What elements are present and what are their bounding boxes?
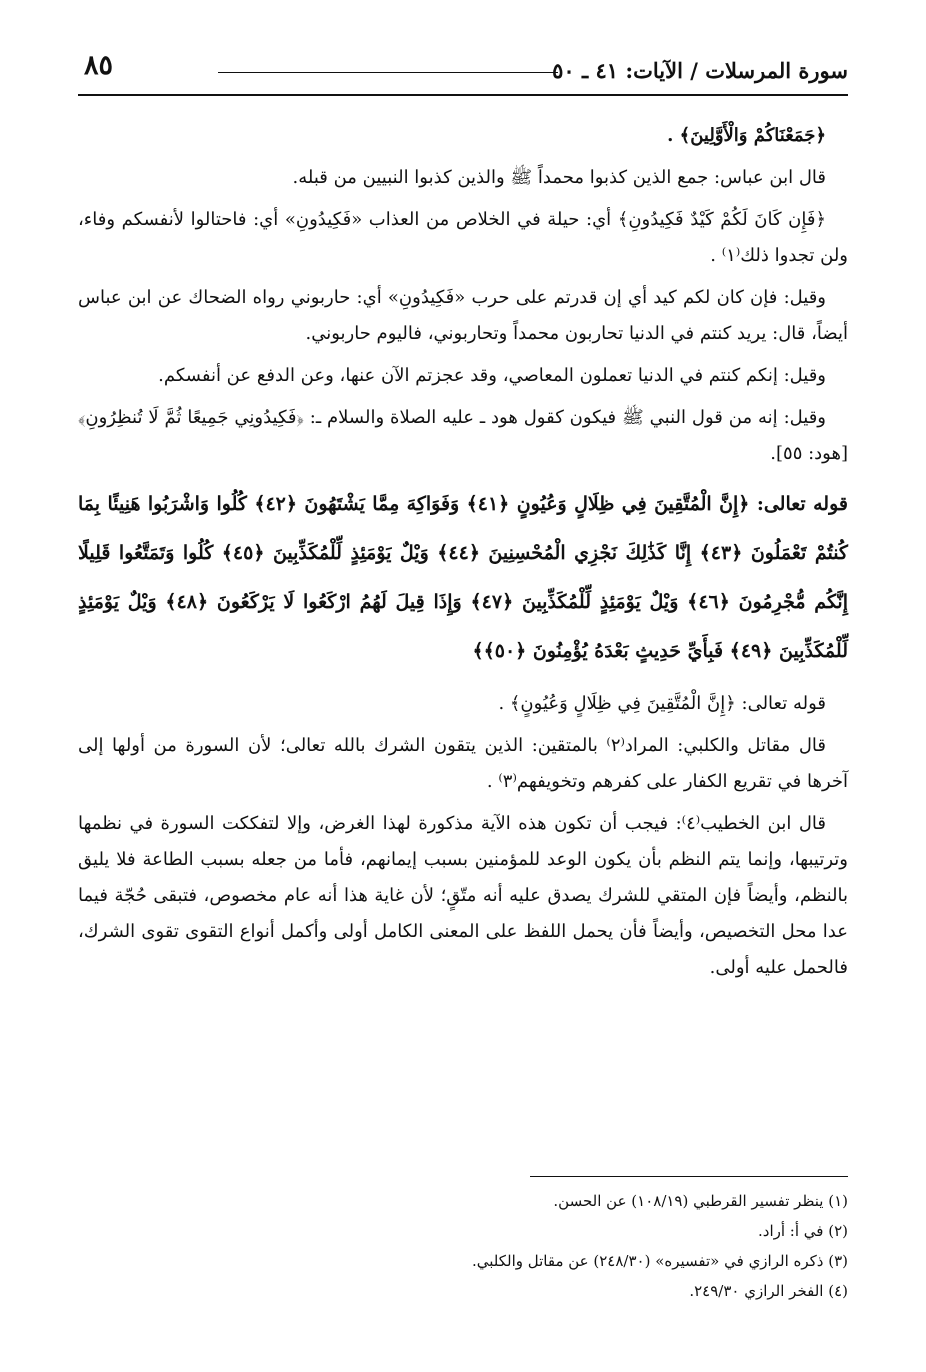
quran-fragment: ﴿جَمَعْنَاكُمْ وَالْأَوَّلِينَ﴾ .: [667, 125, 826, 146]
paragraph: قال مقاتل والكلبي: المراد⁽٢⁾ بالمتقين: الذين يتقون الشرك بالله تعالى؛ لأن السورة من أولها إلى آخرها في تقريع الكفار على كفرهم وتخويفهم⁽٣⁾ .: [78, 735, 848, 792]
paragraph: قال ابن عباس: جمع الذين كذبوا محمداً ﷺ والذين كذبوا النبيين من قبله.: [292, 167, 826, 188]
main-text: [78, 118, 848, 992]
footnote: (٢) في أ: أراد.: [758, 1222, 848, 1240]
footnote: (١) ينظر تفسير القرطبي (١٠٨/١٩) عن الحسن.: [553, 1192, 848, 1210]
page-header: [78, 38, 848, 96]
quran-verses-block: قوله تعالى: ﴿إِنَّ الْمُتَّقِينَ فِي ظِلَالٍ وَعُيُونٍ ﴿٤١﴾ وَفَوَاكِهَ مِمَّا يَشْتَهُونَ ﴿٤٢﴾ كُلُوا وَاشْرَبُوا هَنِيئًا بِمَا كُنتُمْ تَعْمَلُونَ ﴿٤٣﴾ إِنَّا كَذَٰلِكَ نَجْزِي الْمُحْسِنِينَ ﴿٤٤﴾ وَيْلٌ يَوْمَئِذٍ لِّلْمُكَذِّبِينَ ﴿٤٥﴾ كُلُوا وَتَمَتَّعُوا قَلِيلًا إِنَّكُم مُّجْرِمُونَ ﴿٤٦﴾ وَيْلٌ يَوْمَئِذٍ لِّلْمُكَذِّبِينَ ﴿٤٧﴾ وَإِذَا قِيلَ لَهُمُ ارْكَعُوا لَا يَرْكَعُونَ ﴿٤٨﴾ وَيْلٌ يَوْمَئِذٍ لِّلْمُكَذِّبِينَ ﴿٤٩﴾ فَبِأَيِّ حَدِيثٍ بَعْدَهُ يُؤْمِنُونَ ﴿٥٠﴾﴾: [78, 493, 849, 662]
paragraph: قوله تعالى: ﴿إِنَّ الْمُتَّقِينَ فِي ظِلَالٍ وَعُيُونٍ﴾ .: [498, 693, 826, 714]
footnote: (٣) ذكره الرازي في «تفسيره» (٢٤٨/٣٠) عن مقاتل والكلبي.: [471, 1252, 848, 1270]
page-number: ٨٥: [84, 50, 114, 81]
footnote-separator: [530, 1176, 848, 1177]
footnotes: [78, 1186, 848, 1306]
paragraph: قال ابن الخطيب⁽٤⁾: فيجب أن تكون هذه الآية مذكورة لهذا الغرض، وإلا لتفككت السورة في نظمها وترتيبها، وإنما يتم النظم بأن يكون الوعد للمؤمنين بسبب إيمانهم، فأما من جعله بسبب الطاعة فلا يليق بالنظم، وأيضاً فإن المتقي للشرك يصدق عليه أنه متّقٍ؛ لأن غاية هذا أنه عام مخصوص، فتبقى حُجّة فيما عدا محل التخصيص، وأيضاً فأن يحمل اللفظ على المعنى الكامل أولى وأكمل أنواع التقوى تقوى الشرك، فالحمل عليه أولى.: [78, 813, 848, 978]
footnote: (٤) الفخر الرازي ٢٤٩/٣٠.: [689, 1282, 848, 1300]
paragraph: وقيل: فإن كان لكم كيد أي إن قدرتم على حرب «فَكِيدُونِ» أي: حاربوني رواه الضحاك عن ابن عباس أيضاً، قال: يريد كنتم في الدنيا تحاربون محمداً وتحاربوني، فاليوم حاربوني.: [78, 287, 848, 344]
running-title: سورة المرسلات / الآيات: ٤١ ـ ٥٠: [552, 58, 848, 83]
paragraph: وقيل: إنه من قول النبي ﷺ فيكون كقول هود ـ عليه الصلاة والسلام ـ: ﴿فَكِيدُونِي جَمِيعًا ثُمَّ لَا تُنظِرُونِ﴾ [هود: ٥٥].: [78, 407, 848, 464]
paragraph: وقيل: إنكم كنتم في الدنيا تعملون المعاصي، وقد عجزتم الآن عنها، وعن الدفع عن أنفسكم.: [158, 365, 826, 386]
header-rule: [218, 72, 558, 73]
paragraph: ﴿فَإِن كَانَ لَكُمْ كَيْدٌ فَكِيدُونِ﴾ أي: حيلة في الخلاص من العذاب «فَكِيدُونِ» أي: فاحتالوا لأنفسكم وفاء، ولن تجدوا ذلك⁽١⁾ .: [78, 209, 848, 266]
